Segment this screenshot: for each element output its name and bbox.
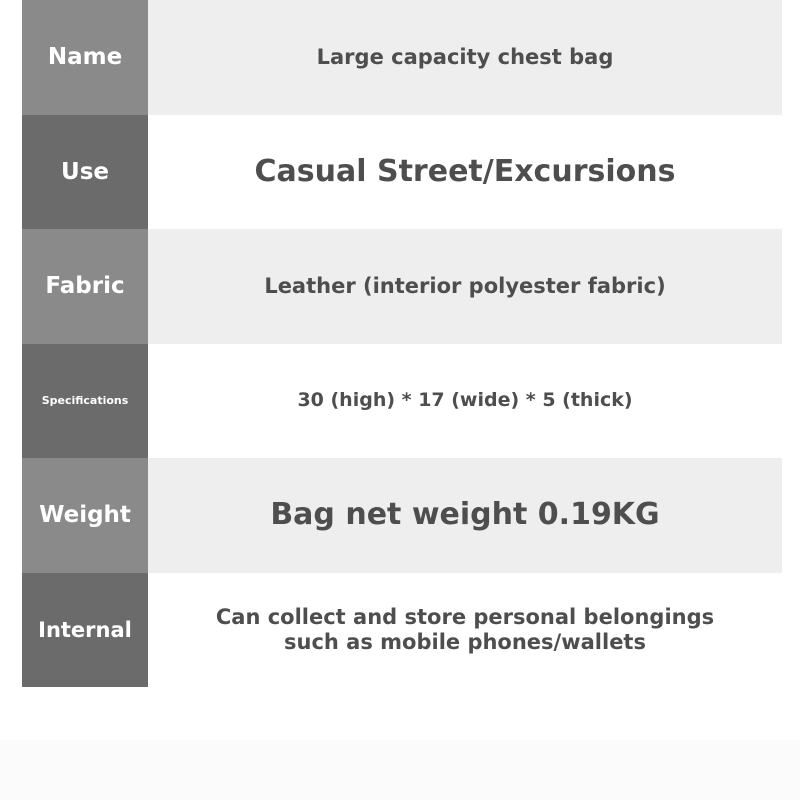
spec-row-fabric (22, 229, 782, 344)
spec-label-fabric: Fabric (22, 229, 148, 344)
spec-value-internal: Can collect and store personal belongings such as mobile phones/wallets (215, 604, 715, 654)
spec-label-weight: Weight (22, 458, 148, 573)
spec-value-weight: Bag net weight 0.19KG (148, 458, 782, 573)
spec-label-use: Use (22, 115, 148, 230)
spec-value-use: Casual Street/Excursions (148, 115, 782, 230)
spec-value-internal-cell (148, 573, 782, 688)
spec-value-specifications: 30 (high) * 17 (wide) * 5 (thick) (148, 344, 782, 459)
spec-row-use (22, 115, 782, 230)
spec-label-specifications: Specifications (22, 344, 148, 459)
spec-label-internal: Internal (22, 573, 148, 688)
spec-value-fabric: Leather (interior polyester fabric) (148, 229, 782, 344)
spec-row-specifications (22, 344, 782, 459)
spec-label-name: Name (22, 0, 148, 115)
spec-row-name (22, 0, 782, 115)
spec-table (22, 0, 782, 687)
spec-value-name: Large capacity chest bag (148, 0, 782, 115)
spec-row-weight (22, 458, 782, 573)
spec-row-internal (22, 573, 782, 688)
footer-band (0, 740, 800, 800)
